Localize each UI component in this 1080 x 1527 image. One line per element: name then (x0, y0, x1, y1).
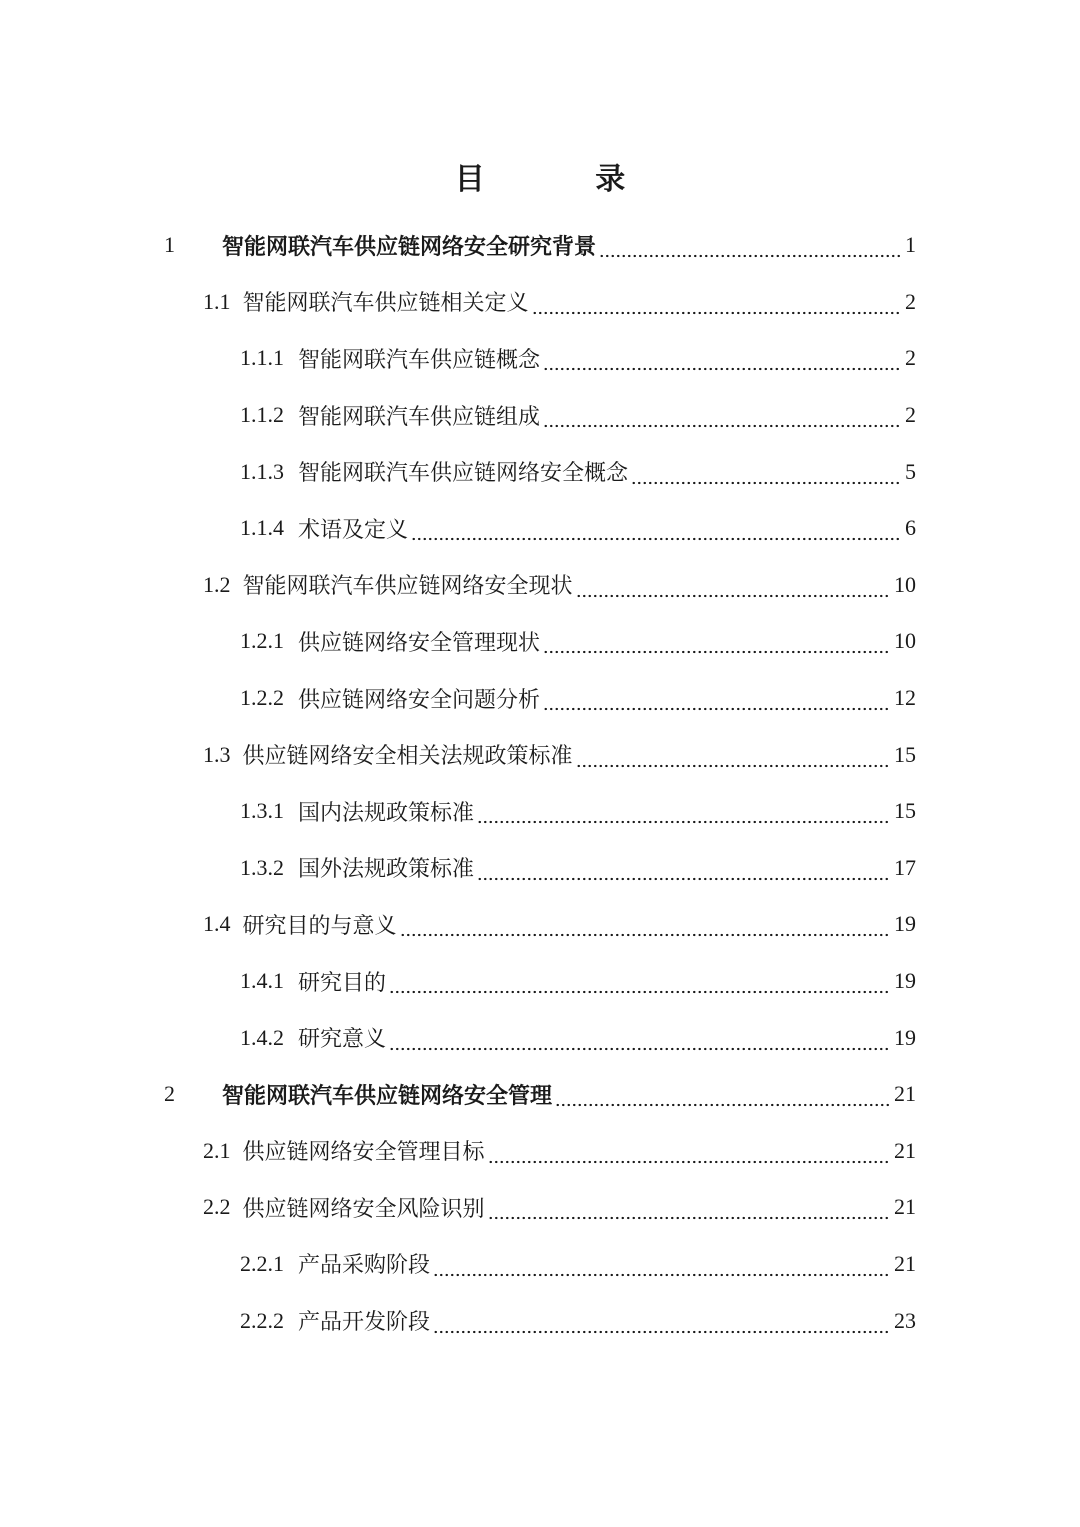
dot-leader (543, 406, 902, 428)
dot-leader (631, 463, 902, 485)
toc-entry[interactable] (0, 1123, 1080, 1180)
toc-entry-number: 2.2.1 (240, 1250, 284, 1276)
dot-leader (433, 1312, 891, 1334)
toc-entry-number: 1.4.1 (240, 968, 284, 994)
toc-entry-title: 术语及定义 (298, 517, 409, 543)
toc-entry-title: 国内法规政策标准 (298, 800, 475, 826)
toc-entry-title: 产品开发阶段 (298, 1310, 431, 1336)
toc-entry-page-number: 21 (894, 1137, 916, 1163)
toc-entry-number: 1.3.1 (240, 798, 284, 824)
toc-entry[interactable] (0, 1179, 1080, 1236)
toc-entry-page-number: 15 (894, 741, 916, 767)
dot-leader (532, 293, 902, 315)
toc-entry-number: 1.3.2 (240, 854, 284, 880)
toc-entry-page-number: 23 (894, 1307, 916, 1333)
page-title: 目 录 (454, 162, 676, 198)
toc-entry-number: 2.1 (203, 1137, 231, 1163)
dot-leader (389, 972, 891, 994)
toc-entry-page-number: 21 (894, 1194, 916, 1220)
toc-entry-title: 智能网联汽车供应链网络安全研究背景 (222, 234, 597, 260)
toc-entry[interactable] (0, 274, 1080, 331)
dot-leader (433, 1255, 891, 1277)
toc-entry[interactable] (0, 217, 1080, 274)
dot-leader (543, 349, 902, 371)
dot-leader (477, 802, 891, 824)
toc-entry-page-number: 10 (894, 571, 916, 597)
toc-entry-page-number: 17 (894, 854, 916, 880)
toc-entry-title: 供应链网络安全相关法规政策标准 (242, 744, 573, 770)
toc-entry[interactable] (0, 557, 1080, 614)
dot-leader (576, 746, 891, 768)
toc-entry-number: 1.1.1 (240, 345, 284, 371)
toc-entry[interactable] (0, 1009, 1080, 1066)
toc-entry-title: 研究目的与意义 (242, 913, 397, 939)
toc-entry-title: 智能网联汽车供应链概念 (298, 347, 541, 373)
toc-entry-title: 供应链网络安全问题分析 (298, 687, 541, 713)
toc-entry-page-number: 21 (894, 1250, 916, 1276)
dot-leader (477, 859, 891, 881)
toc-entry-title: 智能网联汽车供应链组成 (298, 404, 541, 430)
toc-entry-title: 国外法规政策标准 (298, 857, 475, 883)
toc-entry-page-number: 10 (894, 628, 916, 654)
toc-entry[interactable] (0, 953, 1080, 1010)
toc-entry-number: 1 (164, 232, 175, 258)
toc-entry-title: 智能网联汽车供应链网络安全现状 (242, 574, 573, 600)
dot-leader (543, 689, 891, 711)
table-of-contents (0, 217, 1080, 1349)
toc-entry-number: 1.1.3 (240, 458, 284, 484)
toc-entry-title: 研究目的 (298, 970, 387, 996)
toc-entry-page-number: 2 (905, 288, 916, 314)
toc-entry-page-number: 15 (894, 798, 916, 824)
toc-entry-page-number: 12 (894, 685, 916, 711)
toc-entry-number: 1.3 (203, 741, 231, 767)
toc-entry-title: 供应链网络安全管理现状 (298, 630, 541, 656)
toc-entry[interactable] (0, 387, 1080, 444)
toc-entry[interactable] (0, 896, 1080, 953)
toc-entry-page-number: 19 (894, 911, 916, 937)
toc-entry-number: 1.4.2 (240, 1024, 284, 1050)
dot-leader (411, 519, 902, 541)
dot-leader (488, 1198, 891, 1220)
toc-entry-page-number: 19 (894, 968, 916, 994)
toc-entry-page-number: 19 (894, 1024, 916, 1050)
dot-leader (543, 632, 891, 654)
toc-entry-title: 智能网联汽车供应链网络安全管理 (222, 1083, 553, 1109)
dot-leader (400, 915, 891, 937)
toc-entry-title: 智能网联汽车供应链相关定义 (242, 291, 529, 317)
toc-entry-number: 1.4 (203, 911, 231, 937)
toc-entry-page-number: 2 (905, 345, 916, 371)
toc-entry[interactable] (0, 613, 1080, 670)
toc-entry-page-number: 2 (905, 402, 916, 428)
toc-entry[interactable] (0, 840, 1080, 897)
toc-entry-number: 1.1.4 (240, 515, 284, 541)
toc-entry-number: 1.1 (203, 288, 231, 314)
toc-entry-number: 1.2.2 (240, 685, 284, 711)
toc-entry-number: 2.2 (203, 1194, 231, 1220)
toc-entry[interactable] (0, 1292, 1080, 1349)
toc-entry-number: 2.2.2 (240, 1307, 284, 1333)
dot-leader (389, 1029, 891, 1051)
toc-entry-number: 2 (164, 1081, 175, 1107)
dot-leader (555, 1085, 891, 1107)
toc-entry[interactable] (0, 443, 1080, 500)
toc-entry[interactable] (0, 330, 1080, 387)
toc-entry-number: 1.1.2 (240, 402, 284, 428)
dot-leader (488, 1142, 891, 1164)
toc-entry-title: 研究意义 (298, 1027, 387, 1053)
toc-entry-page-number: 21 (894, 1081, 916, 1107)
toc-entry-title: 智能网联汽车供应链网络安全概念 (298, 461, 629, 487)
toc-entry-number: 1.2 (203, 571, 231, 597)
toc-entry[interactable] (0, 500, 1080, 557)
toc-entry[interactable] (0, 1236, 1080, 1293)
toc-entry[interactable] (0, 783, 1080, 840)
toc-entry-number: 1.2.1 (240, 628, 284, 654)
dot-leader (576, 576, 891, 598)
toc-entry-title: 供应链网络安全风险识别 (242, 1196, 485, 1222)
toc-entry[interactable] (0, 726, 1080, 783)
toc-entry[interactable] (0, 1066, 1080, 1123)
toc-entry-page-number: 1 (905, 232, 916, 258)
dot-leader (599, 236, 902, 258)
toc-entry[interactable] (0, 670, 1080, 727)
toc-entry-title: 供应链网络安全管理目标 (242, 1140, 485, 1166)
toc-entry-page-number: 6 (905, 515, 916, 541)
toc-entry-title: 产品采购阶段 (298, 1253, 431, 1279)
toc-entry-page-number: 5 (905, 458, 916, 484)
